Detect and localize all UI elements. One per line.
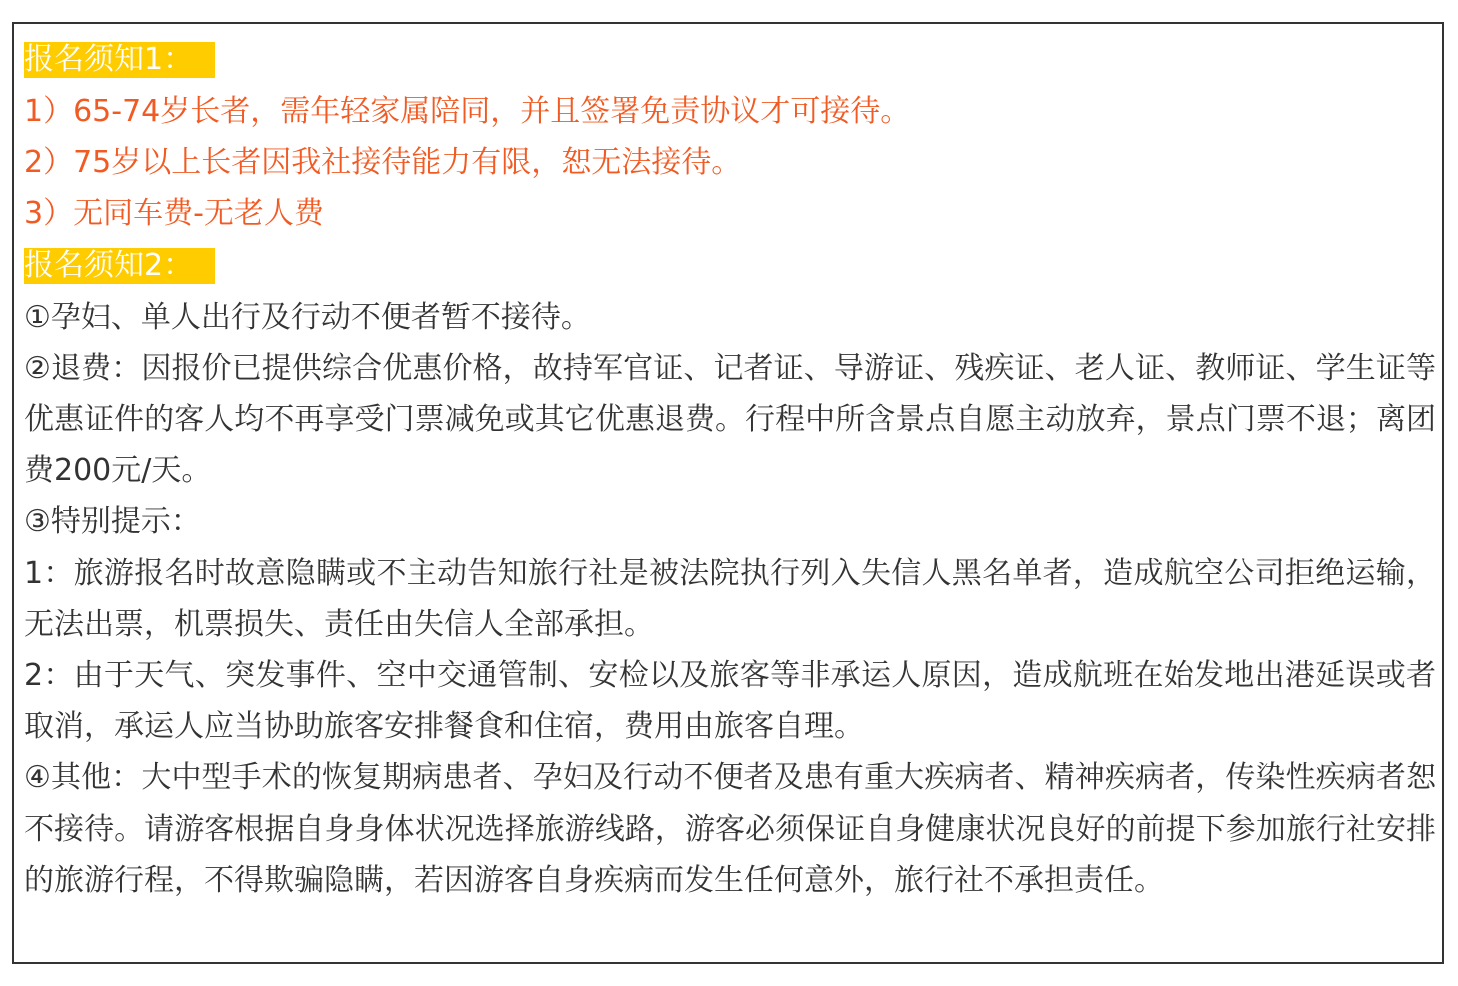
notice2-item-3-point-2: 2：由于天气、突发事件、空中交通管制、安检以及旅客等非承运人原因，造成航班在始发地出港延误或者取消，承运人应当协助旅客安排餐食和住宿，费用由旅客自理。 <box>24 658 1436 745</box>
notice2-item-2-refund: ②退费：因报价已提供综合优惠价格，故持军官证、记者证、导游证、残疾证、老人证、教师证、学生证等优惠证件的客人均不再享受门票减免或其它优惠退费。行程中所含景点自愿主动放弃，景点门票不退；离团费200元/天。 <box>24 350 1436 489</box>
notice1-heading-row <box>24 34 1436 86</box>
notice2-item-3-title: ③特别提示： <box>24 504 201 540</box>
notice-content <box>24 34 1436 906</box>
notice1-item-1: 1）65-74岁长者，需年轻家属陪同，并且签署免责协议才可接待。 <box>24 94 911 129</box>
notice2-item-3-point-1: 1：旅游报名时故意隐瞒或不主动告知旅行社是被法院执行列入失信人黑名单者，造成航空公司拒绝运输，无法出票，机票损失、责任由失信人全部承担。 <box>24 555 1436 642</box>
notice1-item-3: 3）无同车费-无老人费 <box>24 196 324 232</box>
notice2-item-4-other: ④其他：大中型手术的恢复期病患者、孕妇及行动不便者及患有重大疾病者、精神疾病者，传染性疾病者恕不接待。请游客根据自身身体状况选择旅游线路，游客必须保证自身健康状况良好的前提下参加旅行社安排的旅游行程，不得欺骗隐瞒，若因游客自身疾病而发生任何意外，旅行社不承担责任。 <box>24 760 1436 898</box>
notice2-item-1: ①孕妇、单人出行及行动不便者暂不接待。 <box>24 299 591 335</box>
notice1-item-2: 2）75岁以上长者因我社接待能力有限，恕无法接待。 <box>24 145 742 181</box>
notice1-heading: 报名须知1： <box>24 42 215 78</box>
notice2-heading-row <box>24 240 1436 292</box>
notice2-heading: 报名须知2： <box>24 248 215 284</box>
